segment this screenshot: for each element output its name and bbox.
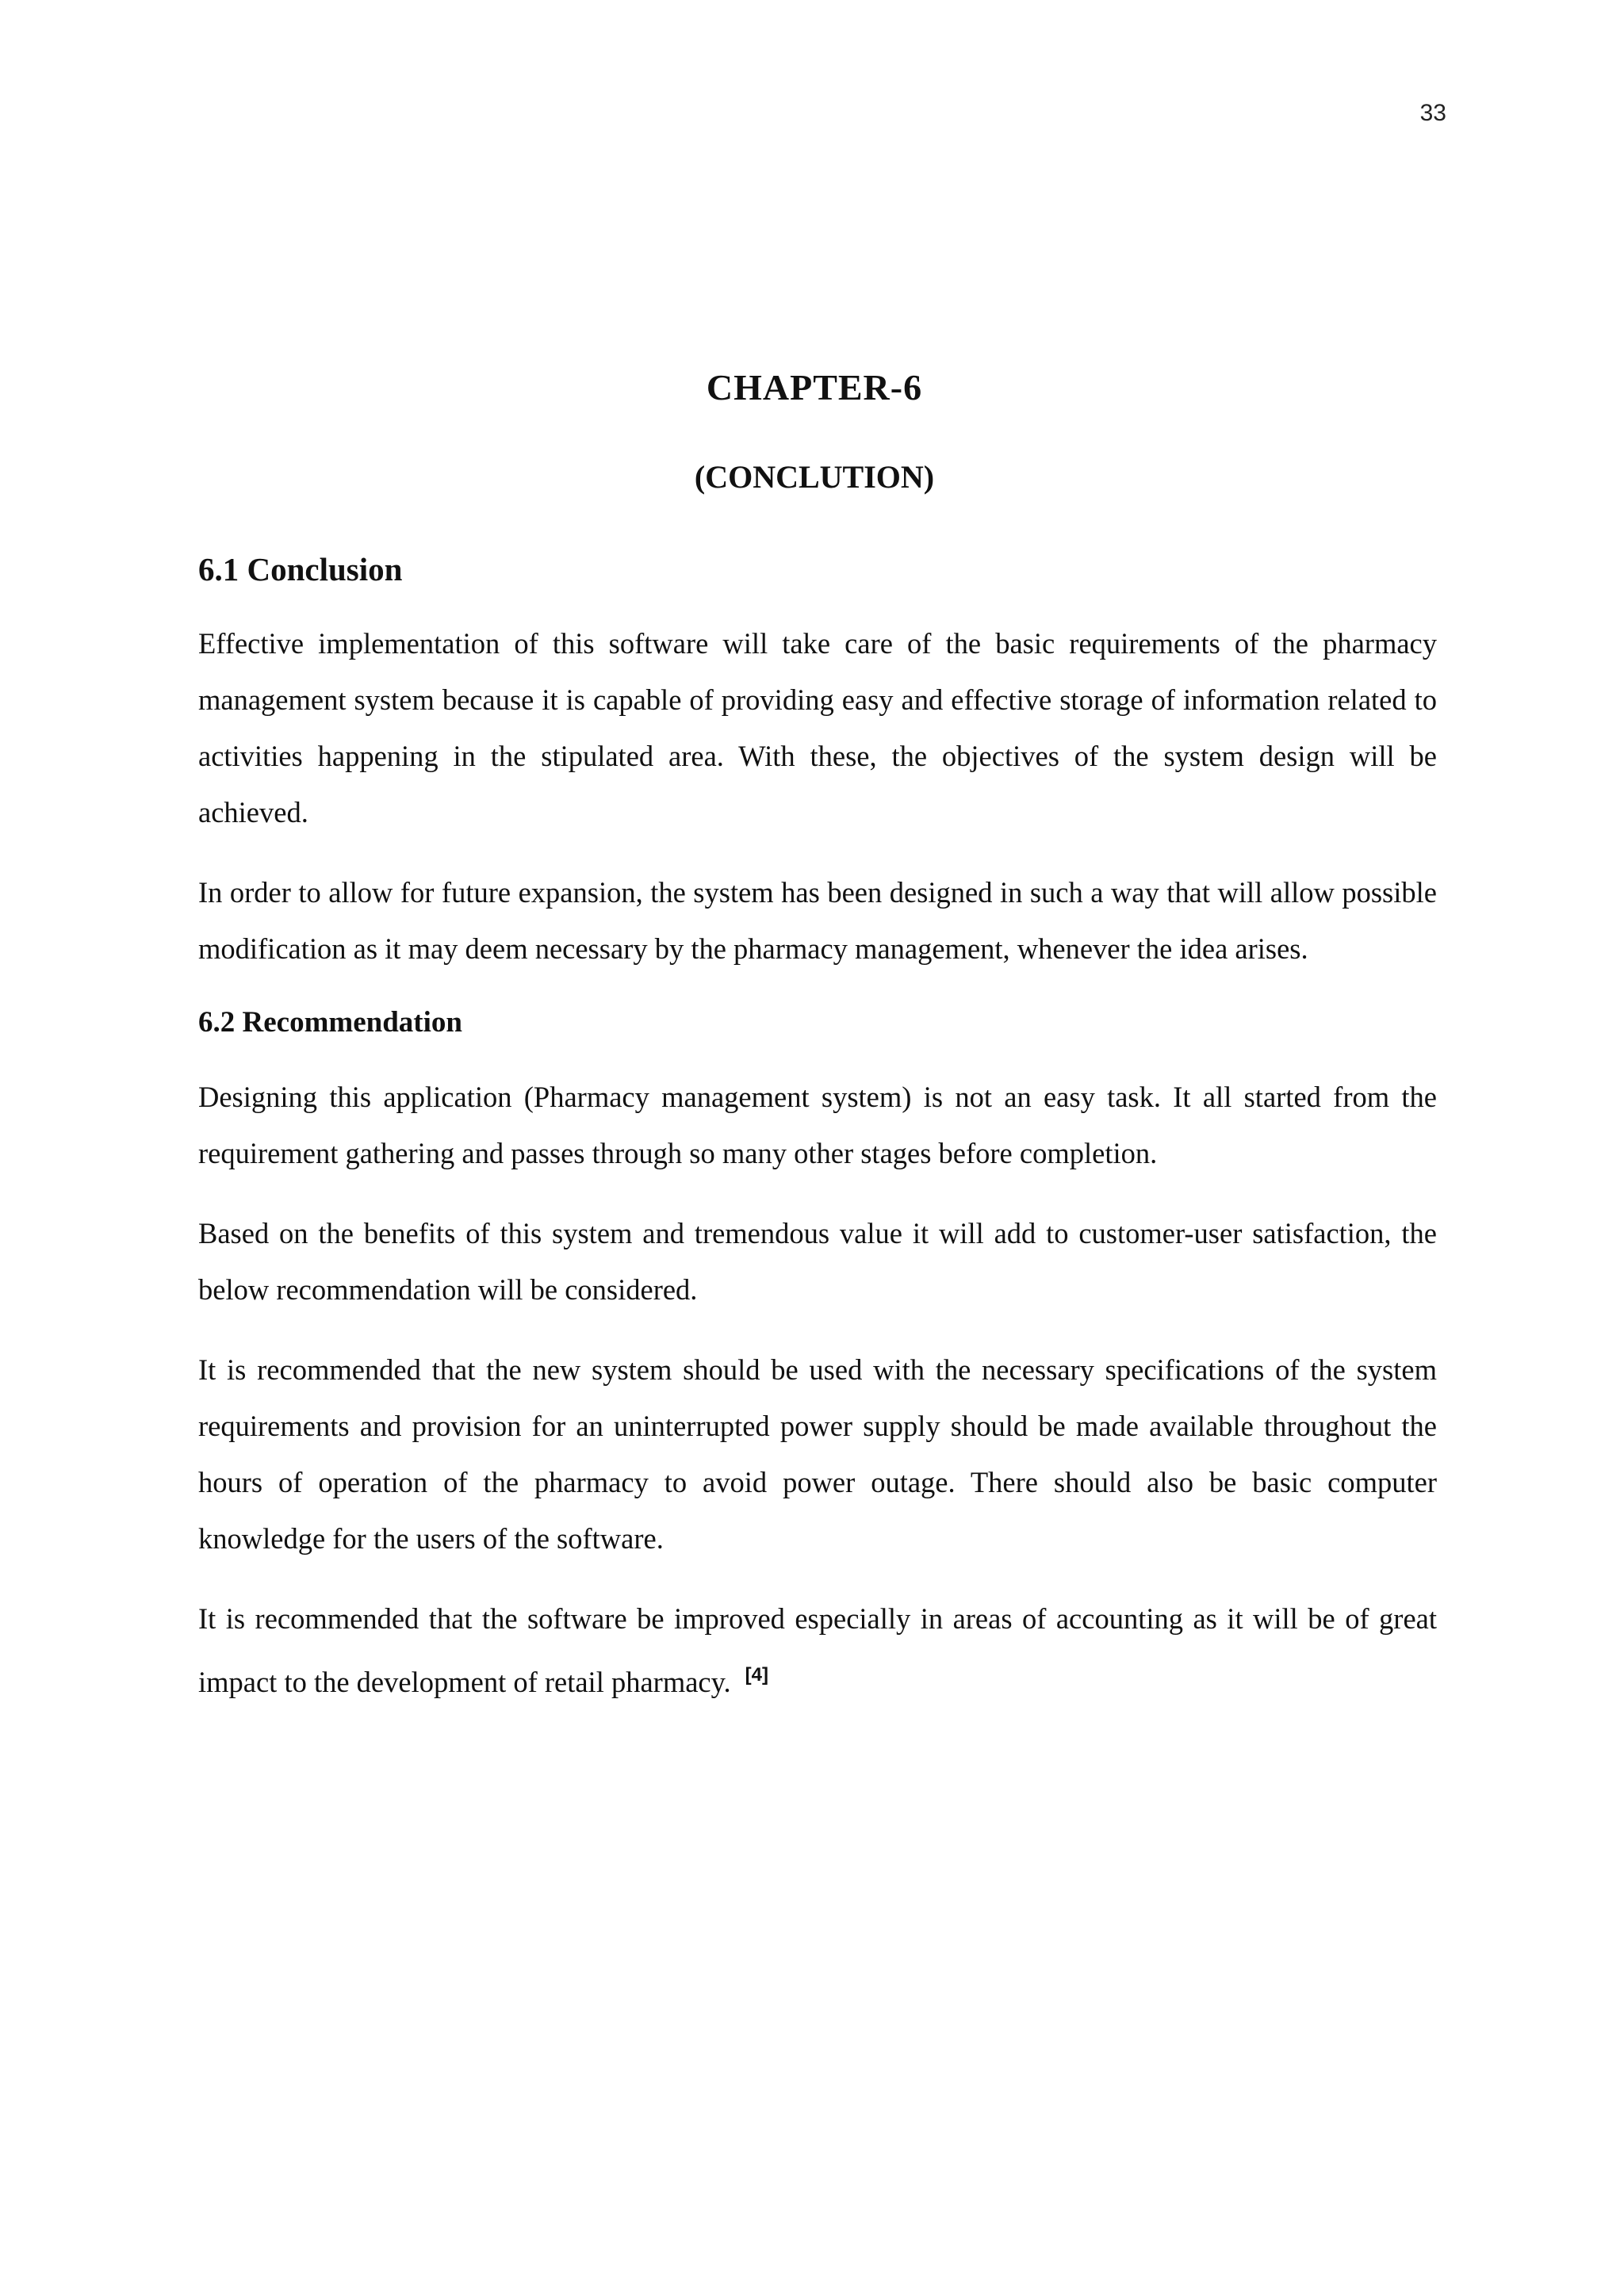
paragraph: Designing this application (Pharmacy management system) is not an easy task. It all started from the requirement gathering and passes through so many other stages before completion.: [198, 1081, 1437, 1169]
paragraph: In order to allow for future expansion, the system has been designed in such a way that will allow possible modification as it may deem necessary by the pharmacy management, whenever the idea arises.: [198, 876, 1437, 965]
section-heading-recommendation: 6.2 Recommendation: [198, 1006, 462, 1039]
page-body: [198, 547, 1437, 1734]
paragraph: It is recommended that the new system should be used with the necessary specifications of the system requirements and provision for an uninterrupted power supply should be made available throughout the hours of operation of the pharmacy to avoid power outage. There should also be basic computer knowledge for the users of the software.: [198, 1353, 1437, 1555]
chapter-subtitle: (CONCLUTION): [694, 459, 935, 495]
paragraph-text: It is recommended that the software be improved especially in areas of accounting as it will be of great impact to the development of retail pharmacy.: [198, 1602, 1437, 1698]
chapter-title: CHAPTER-6: [706, 367, 923, 408]
page-number: 33: [1419, 100, 1446, 126]
section-heading-conclusion: 6.1 Conclusion: [198, 551, 403, 587]
paragraph: Based on the benefits of this system and tremendous value it will add to customer-user satisfaction, the below recommendation will be considered.: [198, 1217, 1437, 1306]
paragraph: Effective implementation of this software will take care of the basic requirements of the pharmacy management system because it is capable of providing easy and effective storage of information related to activities happening in the stipulated area. With these, the objectives of the system design will be achieved.: [198, 627, 1437, 828]
paragraph-last: [198, 1590, 1437, 1710]
reference-marker: [4]: [745, 1664, 768, 1686]
